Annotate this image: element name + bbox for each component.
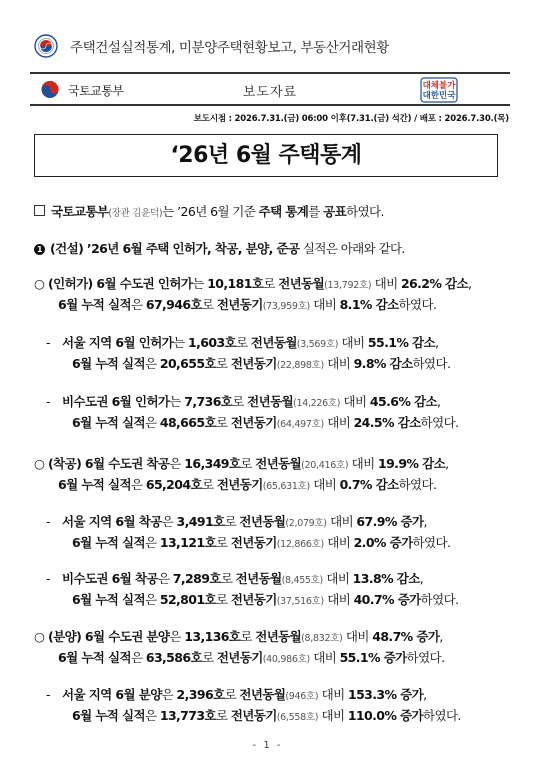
text-segment: (12,866호) — [276, 539, 324, 550]
text-segment: 은 — [144, 415, 160, 430]
text-segment: 대비 — [348, 456, 378, 471]
text-segment: 13,121호 — [159, 535, 216, 550]
text-segment: 은 — [144, 592, 160, 607]
page-title: ‘26년 6월 주택통계 — [34, 134, 498, 177]
text-segment: 10,181호 — [207, 276, 264, 291]
text-segment: , — [445, 456, 449, 471]
text-segment: (14,226호) — [293, 398, 341, 409]
text-segment: 은 — [144, 535, 160, 550]
text-segment: 6월 누적 실적 — [58, 650, 131, 665]
list-item-monthly-line — [48, 275, 471, 295]
text-segment: 7,736호 — [184, 394, 233, 409]
text-segment: 서울 지역 6월 인허가 — [62, 335, 174, 350]
text-segment: 은 — [169, 456, 185, 471]
text-segment: 로 — [201, 650, 217, 665]
text-segment: 대비 — [323, 356, 354, 371]
text-segment: 전년동월 — [250, 335, 297, 350]
text-segment: 26.2% 감소 — [400, 276, 469, 291]
text-segment: 로 — [224, 514, 240, 529]
text-segment: 전년동기 — [230, 415, 277, 430]
report-series-title: 주택건설실적통계, 미분양주택현황보고, 부동산거래현황 — [70, 40, 389, 56]
text-segment: 전년동월 — [255, 629, 302, 644]
text-segment: 110.0% 증가 — [347, 708, 423, 723]
text-segment: 2,396호 — [176, 687, 225, 702]
text-segment: 전년동기 — [230, 535, 277, 550]
list-item-monthly-line — [62, 686, 427, 706]
text-segment: 8.1% 감소 — [339, 297, 399, 312]
text-segment: 은 — [161, 687, 177, 702]
text-segment: 6월 누적 실적 — [72, 356, 145, 371]
text-segment: 6월 누적 실적 — [72, 535, 145, 550]
text-segment: 대비 — [309, 650, 340, 665]
list-item-cumulative-line — [58, 649, 444, 669]
list-item-marker: ○ — [34, 629, 45, 644]
text-segment: 은 — [161, 514, 177, 529]
text-segment: (6,558호) — [276, 712, 319, 723]
text-segment: 대비 — [318, 708, 348, 723]
text-segment: (분양) 6월 수도권 분양 — [48, 629, 170, 644]
text-segment: , — [419, 571, 424, 586]
text-segment: 20,655호 — [159, 356, 216, 371]
text-segment: 67,946호 — [145, 297, 202, 312]
text-segment: 대비 — [309, 477, 340, 492]
list-item-cumulative-line — [58, 296, 436, 316]
list-item-cumulative-line — [72, 707, 461, 727]
text-segment: 대비 — [342, 629, 373, 644]
text-segment: 전년동월 — [278, 276, 325, 291]
text-segment: (20,416호) — [301, 460, 349, 471]
text-segment: 9.8% 감소 — [353, 356, 413, 371]
text-segment: 하였다. — [412, 356, 451, 371]
text-segment: 은 — [130, 650, 146, 665]
intro-paragraph: 국토교통부(장관 김윤덕)는 ’26년 6월 기준 주택 통계를 공표하였다. — [34, 203, 384, 223]
text-segment: 전년동기 — [216, 477, 263, 492]
text-segment: 대비 — [323, 592, 354, 607]
text-segment: 16,349호 — [184, 456, 241, 471]
text-segment: 13.8% 감소 — [352, 571, 420, 586]
embargo-notice: 보도시점 : 2026.7.31.(금) 06:00 이후(7.31.(금) 석간) / 배포 : 2026.7.30.(목) — [193, 114, 509, 124]
text-segment: , — [436, 394, 441, 409]
svg-text:대한민국: 대한민국 — [422, 91, 456, 101]
text-segment: 로 — [215, 708, 231, 723]
list-item-monthly-line — [62, 513, 427, 533]
list-item-cumulative-line — [72, 355, 450, 375]
text-segment: 하였다. — [406, 650, 445, 665]
text-segment: 대비 — [309, 297, 340, 312]
list-item-monthly-line — [62, 570, 423, 590]
text-segment: (946호) — [285, 691, 319, 702]
text-segment: 13,773호 — [159, 708, 216, 723]
text-segment: 전년동기 — [216, 297, 263, 312]
text-segment: 는 — [169, 394, 185, 409]
text-segment: , — [468, 276, 472, 291]
government-emblem-icon — [34, 34, 58, 58]
text-segment: 13,136호 — [184, 629, 241, 644]
text-segment: (64,497호) — [276, 419, 324, 430]
text-segment: 대비 — [322, 571, 353, 586]
page-number: - 1 - — [252, 740, 283, 751]
list-item-monthly-line — [48, 455, 448, 475]
text-segment: 대비 — [338, 335, 368, 350]
text-segment: (73,959호) — [262, 301, 310, 312]
text-segment: 24.5% 감소 — [353, 415, 421, 430]
text-segment: , — [423, 687, 427, 702]
text-segment: 로 — [201, 297, 217, 312]
text-segment: 하였다. — [398, 297, 437, 312]
text-segment: 대비 — [340, 394, 370, 409]
text-segment: 대비 — [323, 415, 354, 430]
text-segment: 하였다. — [420, 592, 459, 607]
text-segment: 로 — [236, 335, 251, 350]
text-segment: 하였다. — [398, 477, 437, 492]
text-segment: 6월 누적 실적 — [58, 477, 131, 492]
text-segment: (37,516호) — [276, 596, 324, 607]
list-item-monthly-line — [48, 628, 443, 648]
list-item-monthly-line — [62, 393, 440, 413]
list-item-marker: ○ — [34, 456, 45, 471]
list-item-monthly-line — [62, 334, 438, 354]
text-segment: 6월 누적 실적 — [72, 592, 145, 607]
text-segment: 6월 누적 실적 — [72, 708, 145, 723]
list-item-cumulative-line — [72, 534, 450, 554]
text-segment: 비수도권 6월 인허가 — [62, 394, 170, 409]
list-item-marker: - — [46, 394, 50, 409]
list-item-cumulative-line — [58, 476, 436, 496]
text-segment: 2.0% 증가 — [353, 535, 413, 550]
text-segment: 로 — [220, 571, 236, 586]
text-segment: 전년동기 — [230, 356, 277, 371]
text-segment: 로 — [263, 276, 279, 291]
text-segment: 로 — [215, 356, 231, 371]
text-segment: 은 — [130, 297, 146, 312]
ministry-name: 국토교통부 — [68, 84, 124, 98]
text-segment: , — [439, 629, 443, 644]
text-segment: 65,204호 — [145, 477, 202, 492]
list-item-cumulative-line — [72, 591, 458, 611]
text-segment: 대비 — [318, 687, 348, 702]
text-segment: (인허가) 6월 수도권 인허가 — [48, 276, 193, 291]
text-segment: 19.9% 감소 — [377, 456, 446, 471]
text-segment: 6월 누적 실적 — [72, 415, 145, 430]
text-segment: 40.7% 증가 — [353, 592, 421, 607]
numbered-bullet-icon: 1 — [34, 244, 45, 255]
text-segment: 은 — [130, 477, 146, 492]
text-segment: 는 — [192, 276, 208, 291]
slogan-logo — [412, 77, 466, 103]
text-segment: 63,586호 — [145, 650, 202, 665]
text-segment: 52,801호 — [159, 592, 216, 607]
text-segment: 대비 — [326, 514, 357, 529]
text-segment: 55.1% 증가 — [339, 650, 407, 665]
text-segment: 7,289호 — [172, 571, 221, 586]
text-segment: (13,792호) — [324, 280, 372, 291]
text-segment: 비수도권 6월 착공 — [62, 571, 158, 586]
svg-text:대체불가: 대체불가 — [422, 81, 456, 91]
text-segment: 은 — [169, 629, 185, 644]
list-item-cumulative-line — [72, 414, 458, 434]
text-segment: 대비 — [323, 535, 354, 550]
text-segment: (8,455호) — [281, 575, 323, 586]
text-segment: 로 — [215, 535, 231, 550]
text-segment: 전년동기 — [230, 708, 277, 723]
press-release-banner — [30, 72, 510, 106]
text-segment: 0.7% 감소 — [339, 477, 399, 492]
text-segment: 전년동월 — [239, 514, 286, 529]
text-segment: , — [423, 514, 427, 529]
text-segment: , — [434, 335, 439, 350]
text-segment: 전년동기 — [230, 592, 277, 607]
text-segment: 로 — [232, 394, 248, 409]
text-segment: (65,631호) — [262, 481, 310, 492]
section-heading: 1 (건설) ’26년 6월 주택 인허가, 착공, 분양, 준공 실적은 아래와 같다. — [34, 240, 405, 258]
text-segment: 은 — [157, 571, 173, 586]
text-segment: 전년동기 — [216, 650, 263, 665]
text-segment: (착공) 6월 수도권 착공 — [48, 456, 170, 471]
checkbox-square-icon — [34, 205, 45, 216]
list-item-marker: - — [46, 335, 50, 350]
text-segment: 로 — [215, 415, 231, 430]
text-segment: 48.7% 증가 — [372, 629, 440, 644]
text-segment: 대비 — [371, 276, 401, 291]
text-segment: 서울 지역 6월 착공 — [62, 514, 162, 529]
text-segment: (3,569호) — [296, 339, 339, 350]
text-segment: 하였다. — [412, 535, 451, 550]
text-segment: 은 — [144, 708, 160, 723]
text-segment: 6월 누적 실적 — [58, 297, 131, 312]
text-segment: (2,079호) — [285, 518, 327, 529]
text-segment: 1,603호 — [188, 335, 237, 350]
text-segment: 48,665호 — [159, 415, 216, 430]
text-segment: 3,491호 — [176, 514, 225, 529]
text-segment: 전년동월 — [239, 687, 286, 702]
press-release-label: 보도자료 — [242, 85, 298, 100]
text-segment: 로 — [240, 456, 256, 471]
list-item-marker: - — [46, 571, 50, 586]
text-segment: 153.3% 증가 — [347, 687, 424, 702]
list-item-marker: ○ — [34, 276, 45, 291]
list-item-marker: - — [46, 514, 50, 529]
text-segment: 67.9% 증가 — [356, 514, 424, 529]
text-segment: 전년동월 — [247, 394, 294, 409]
text-segment: 로 — [215, 592, 231, 607]
text-segment: (40,986호) — [262, 654, 310, 665]
text-segment: 로 — [224, 687, 240, 702]
text-segment: 하였다. — [420, 415, 459, 430]
text-segment: 는 — [173, 335, 189, 350]
text-segment: 전년동월 — [235, 571, 282, 586]
text-segment: 은 — [144, 356, 160, 371]
text-segment: (8,832호) — [301, 633, 343, 644]
text-segment: 전년동월 — [255, 456, 302, 471]
text-segment: 55.1% 감소 — [367, 335, 435, 350]
list-item-marker: - — [46, 687, 50, 702]
text-segment: 로 — [240, 629, 256, 644]
text-segment: 하였다. — [423, 708, 461, 723]
text-segment: 로 — [201, 477, 217, 492]
text-segment: (22,898호) — [276, 360, 324, 371]
text-segment: 45.6% 감소 — [369, 394, 437, 409]
text-segment: 서울 지역 6월 분양 — [62, 687, 162, 702]
